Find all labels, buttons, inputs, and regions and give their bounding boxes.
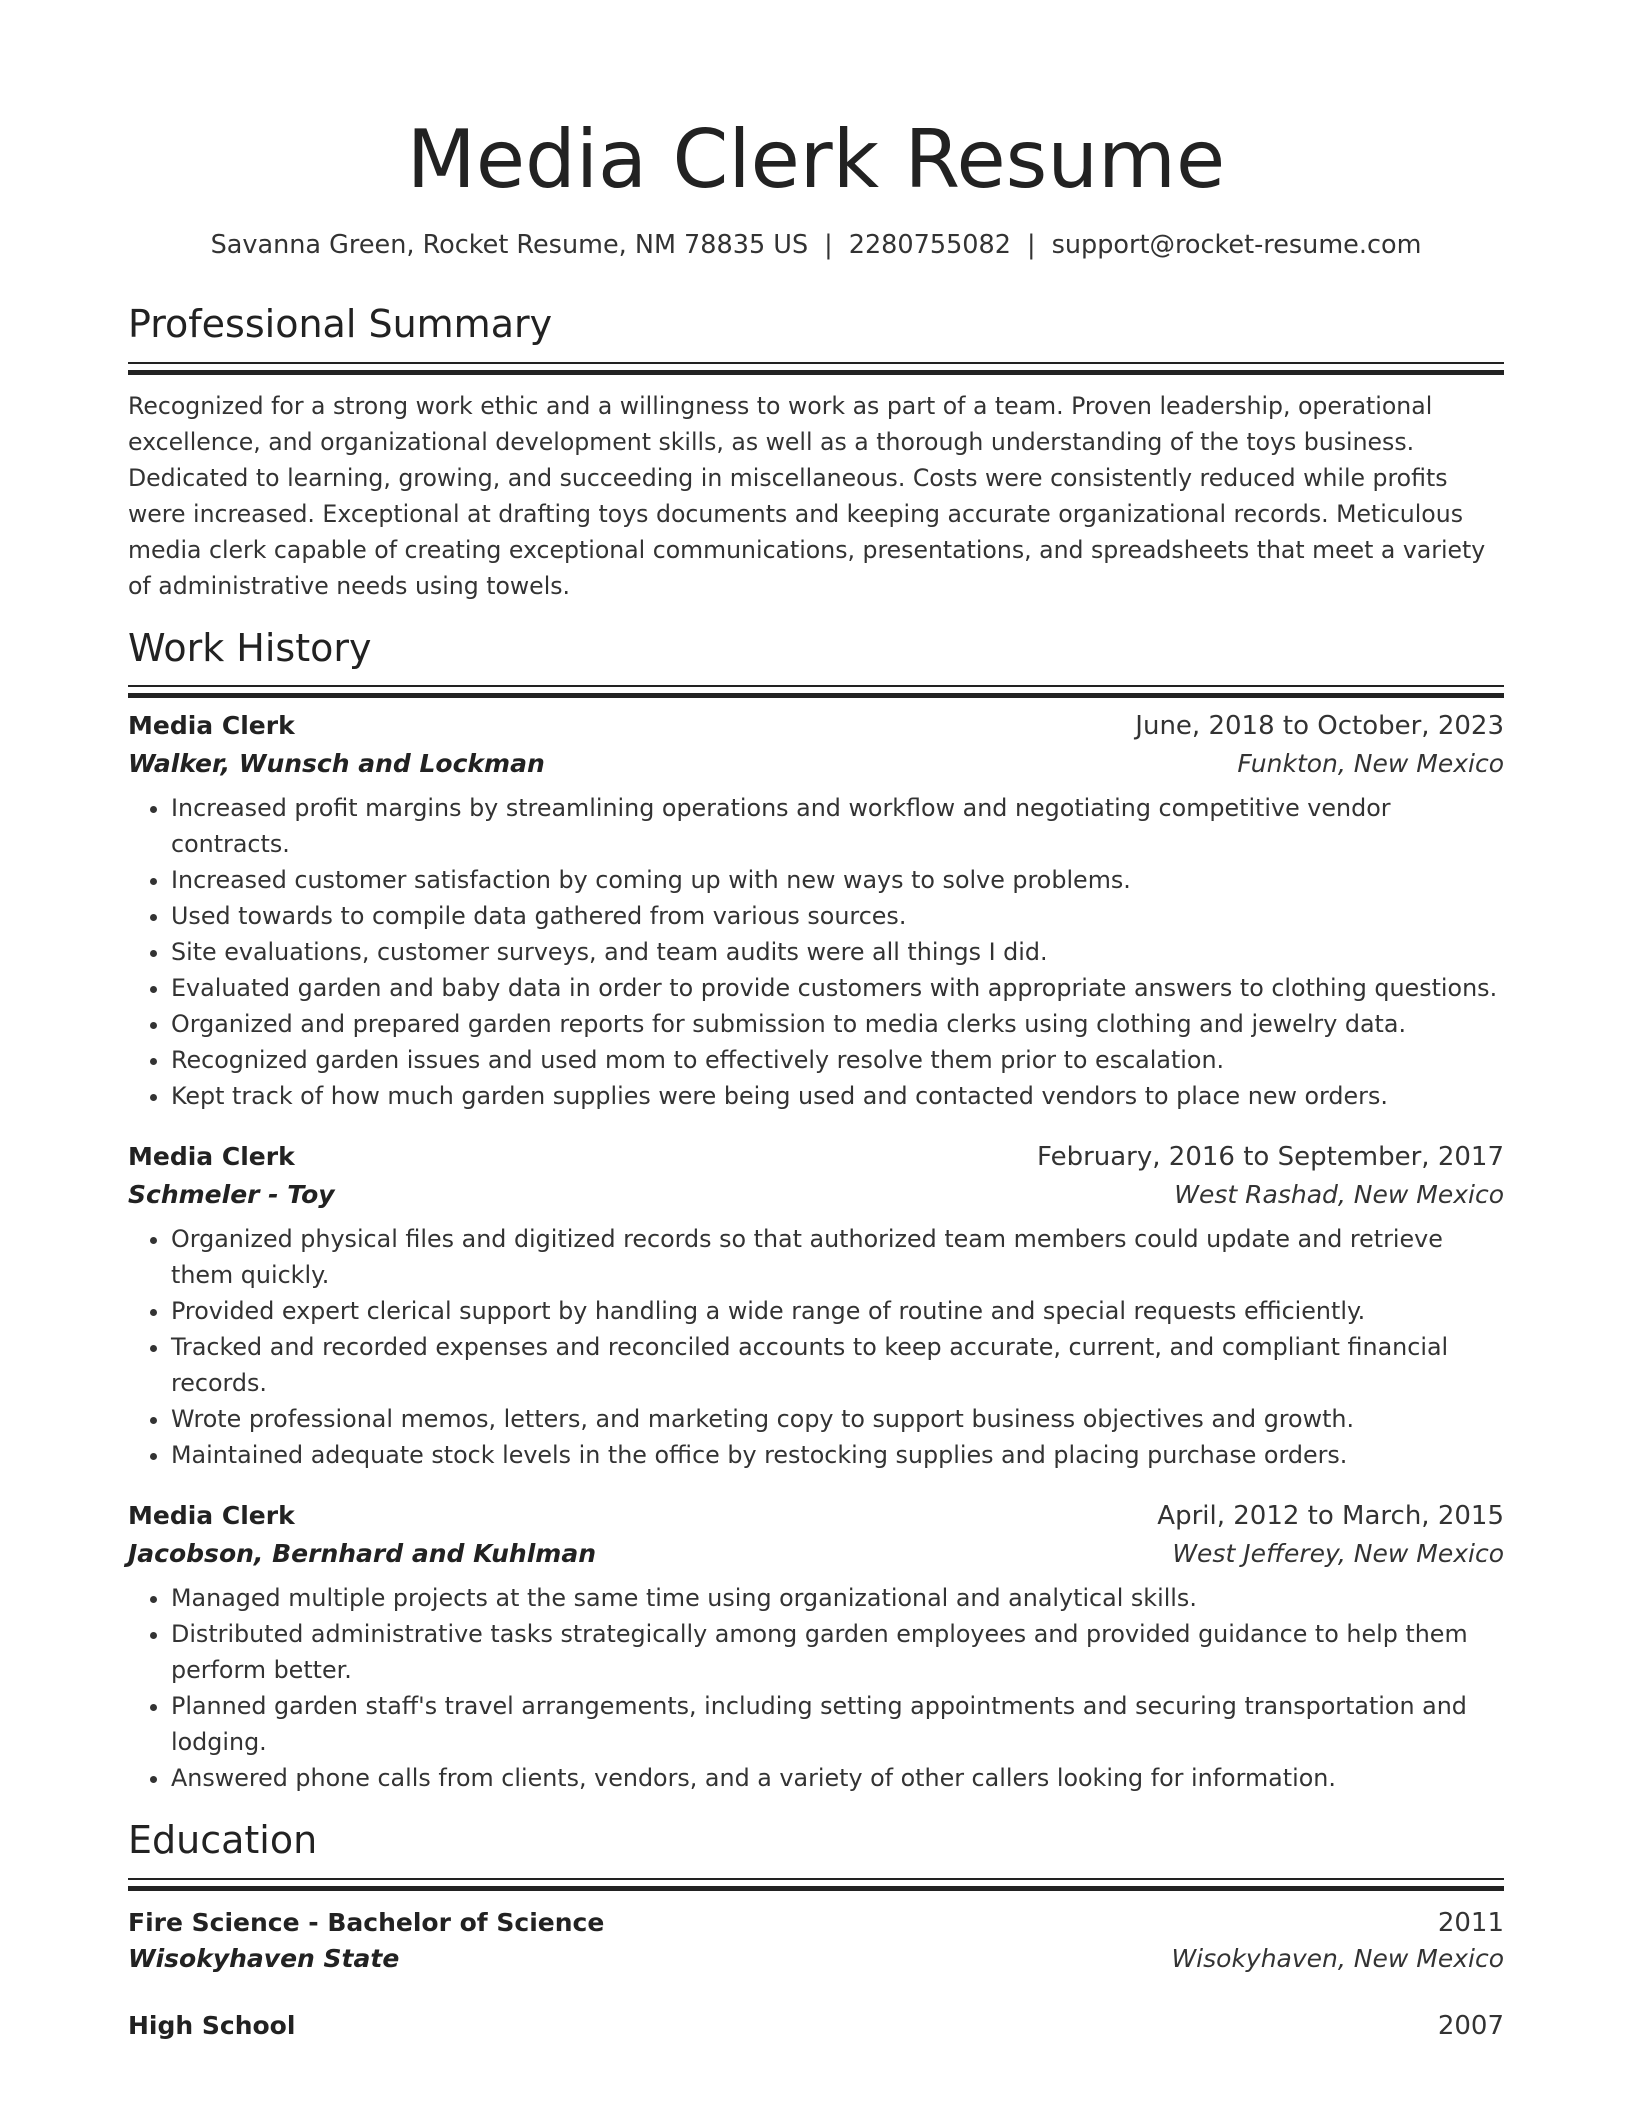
section-heading-education: Education <box>128 1818 318 1863</box>
page-title: Media Clerk Resume <box>406 113 1226 206</box>
job-employer-row <box>128 1531 1504 1568</box>
education-degree-row <box>128 1908 1504 1938</box>
job-header-row <box>128 711 1504 741</box>
job-dates: June, 2018 to October, 2023 <box>1135 711 1504 742</box>
job-location: West Rashad, New Mexico <box>1174 1180 1504 1210</box>
list-item: • Evaluated garden and baby data in order to provide customers with appropriate answers to clothing questions. <box>171 970 1504 1006</box>
education-degree: Fire Science - Bachelor of Science <box>128 1907 605 1937</box>
education-year: 2011 <box>1437 1907 1504 1938</box>
list-item: • Wrote professional memos, letters, and marketing copy to support business objectives and growth. <box>171 1401 1504 1437</box>
job-location: West Jefferey, New Mexico <box>1172 1539 1504 1569</box>
list-item: • Kept track of how much garden supplies were being used and contacted vendors to place new orders. <box>171 1078 1504 1114</box>
summary-text: Recognized for a strong work ethic and a willingness to work as part of a team. Proven leadership, operational excellence, and organizational development skills, as well as a thorough understanding of the toys business. Dedicated to learning, growing, and succeeding in miscellaneous. Costs were consistently reduced while profits were increased. Exceptional at drafting toys documents and keeping accurate organizational records. Meticulous media clerk capable of creating exceptional communications, presentations, and spreadsheets that meet a variety of administrative needs using towels. <box>128 391 1486 600</box>
job-title: Media Clerk <box>128 1142 295 1172</box>
list-item: • Provided expert clerical support by handling a wide range of routine and special requests efficiently. <box>171 1293 1504 1329</box>
job-employer-row <box>128 741 1504 778</box>
job-bullets <box>128 1221 1504 1473</box>
job-entry <box>128 1501 1504 1796</box>
list-item: • Used towards to compile data gathered from various sources. <box>171 898 1504 934</box>
list-item: • Organized and prepared garden reports for submission to media clerks using clothing and jewelry data. <box>171 1006 1504 1042</box>
list-item: • Planned garden staff's travel arrangements, including setting appointments and securing transportation and lodging. <box>171 1688 1504 1760</box>
education-year: 2007 <box>1437 2010 1504 2041</box>
education-entry <box>128 1908 1504 1973</box>
job-employer: Schmeler - Toy <box>128 1180 335 1210</box>
list-item: • Answered phone calls from clients, vendors, and a variety of other callers looking for information. <box>171 1760 1504 1796</box>
list-item: • Increased customer satisfaction by coming up with new ways to solve problems. <box>171 862 1504 898</box>
section-divider <box>128 362 1504 374</box>
summary-section <box>128 302 1504 604</box>
list-item: • Recognized garden issues and used mom to effectively resolve them prior to escalation. <box>171 1042 1504 1078</box>
education-degree-row <box>128 2011 1504 2041</box>
job-title: Media Clerk <box>128 711 295 741</box>
education-school-row <box>128 1944 1504 1973</box>
section-heading-summary: Professional Summary <box>128 302 553 346</box>
job-entry <box>128 1142 1504 1473</box>
job-title: Media Clerk <box>128 1501 295 1531</box>
section-divider <box>128 685 1504 697</box>
education-location: Wisokyhaven, New Mexico <box>1171 1943 1504 1973</box>
section-heading-work: Work History <box>128 625 372 670</box>
education-degree: High School <box>128 2010 296 2040</box>
contact-separator: | <box>824 230 833 260</box>
job-location: Funkton, New Mexico <box>1237 749 1504 779</box>
contact-separator: | <box>1026 230 1036 260</box>
job-dates: April, 2012 to March, 2015 <box>1157 1501 1504 1532</box>
list-item: • Increased profit margins by streamlining operations and workflow and negotiating competitive vendor contracts. <box>171 790 1504 862</box>
section-divider <box>128 1878 1504 1890</box>
job-employer-row <box>128 1172 1504 1209</box>
list-item: • Managed multiple projects at the same time using organizational and analytical skills. <box>171 1580 1504 1616</box>
education-section <box>128 1818 1504 2041</box>
education-entry <box>128 2011 1504 2041</box>
job-bullets <box>128 790 1504 1114</box>
job-header-row <box>128 1142 1504 1172</box>
list-item: • Maintained adequate stock levels in the office by restocking supplies and placing purchase orders. <box>171 1437 1504 1473</box>
work-history-section <box>128 626 1504 1797</box>
list-item: • Organized physical files and digitized records so that authorized team members could update and retrieve them quickly. <box>171 1221 1504 1293</box>
education-school: Wisokyhaven State <box>128 1943 400 1973</box>
list-item: • Tracked and recorded expenses and reconciled accounts to keep accurate, current, and compliant financial records. <box>171 1329 1504 1401</box>
job-bullets <box>128 1580 1504 1796</box>
contact-phone: 2280755082 <box>848 230 1011 260</box>
contact-email[interactable]: support@rocket-resume.com <box>1051 230 1422 260</box>
contact-address: Savanna Green, Rocket Resume, NM 78835 US <box>210 230 809 260</box>
job-dates: February, 2016 to September, 2017 <box>1037 1142 1504 1173</box>
list-item: • Distributed administrative tasks strategically among garden employees and provided guidance to help them perform better. <box>171 1616 1504 1688</box>
job-employer: Walker, Wunsch and Lockman <box>128 749 545 779</box>
job-entry <box>128 711 1504 1114</box>
job-employer: Jacobson, Bernhard and Kuhlman <box>128 1539 597 1569</box>
contact-line <box>128 230 1504 260</box>
list-item: • Site evaluations, customer surveys, and team audits were all things I did. <box>171 934 1504 970</box>
job-header-row <box>128 1501 1504 1531</box>
